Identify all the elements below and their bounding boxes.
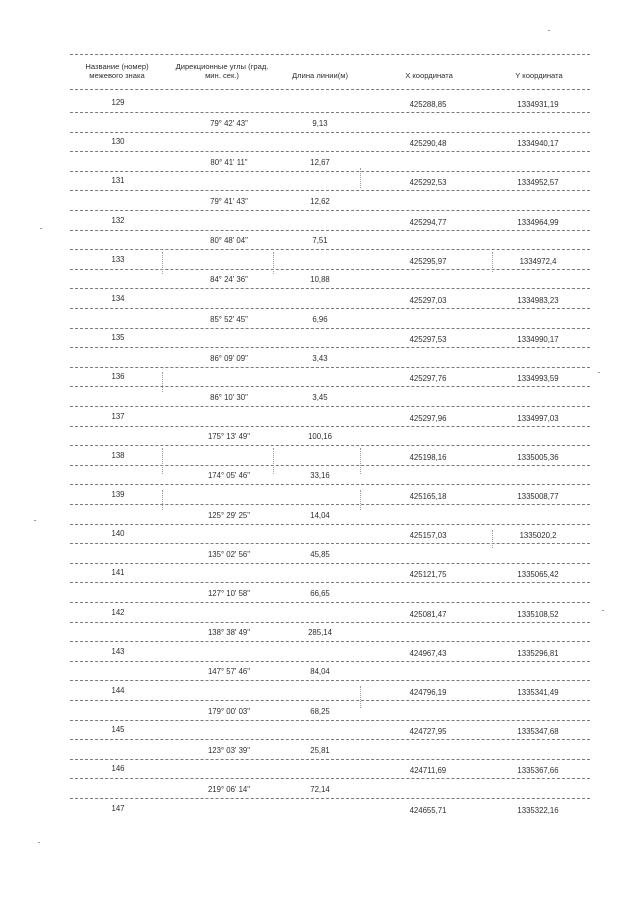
- segment-angle: 147° 57' 46": [207, 667, 251, 677]
- column-separator: [162, 372, 163, 392]
- scan-speck: [40, 228, 42, 229]
- segment-angle: 138° 38' 49": [207, 628, 251, 638]
- point-name: 135: [111, 333, 125, 343]
- point-y-coordinate: 1334997,03: [517, 413, 559, 423]
- point-y-coordinate: 1335065,42: [517, 570, 559, 580]
- segment-length: 6,96: [312, 314, 328, 324]
- point-name: 139: [111, 490, 125, 499]
- point-y-coordinate: 1335322,16: [517, 805, 559, 815]
- segment-angle: 84° 24' 36": [210, 275, 248, 285]
- segment-length: 14,04: [310, 510, 330, 520]
- point-y-coordinate: 1334990,17: [517, 335, 559, 345]
- column-separator: [360, 490, 361, 510]
- row-rule: [70, 347, 590, 348]
- segment-rule: [70, 524, 590, 525]
- segment-length: 84,04: [310, 667, 330, 677]
- column-separator: [492, 252, 493, 272]
- row-rule: [70, 778, 590, 779]
- point-x-coordinate: 424727,95: [409, 727, 447, 737]
- segment-angle: 79° 41' 43": [210, 197, 248, 206]
- scan-speck: [598, 372, 600, 373]
- point-name: 136: [111, 372, 125, 382]
- point-x-coordinate: 425081,47: [409, 609, 447, 619]
- point-name: 143: [111, 646, 125, 656]
- segment-rule: [70, 210, 590, 211]
- point-name: 131: [111, 176, 125, 186]
- header-name-column: Название (номер) межевого знака: [85, 62, 149, 80]
- point-name: 134: [111, 294, 125, 303]
- point-x-coordinate: 425292,53: [409, 178, 447, 188]
- row-rule: [70, 426, 590, 427]
- segment-rule: [70, 680, 590, 681]
- segment-rule: [70, 171, 590, 172]
- segment-angle: 86° 09' 09": [210, 353, 248, 363]
- point-x-coordinate: 425297,76: [409, 374, 447, 384]
- scan-speck: [548, 30, 550, 31]
- point-y-coordinate: 1334993,59: [517, 374, 559, 384]
- segment-length: 3,43: [312, 353, 328, 363]
- point-y-coordinate: 1335020,2: [519, 531, 557, 541]
- point-y-coordinate: 1335341,49: [517, 688, 559, 697]
- point-x-coordinate: 425295,97: [409, 256, 447, 266]
- scan-speck: [34, 520, 36, 521]
- point-name: 129: [111, 98, 125, 107]
- point-name: 137: [111, 411, 125, 421]
- point-x-coordinate: 425165,18: [409, 492, 447, 501]
- header-x-column: Х координата: [405, 71, 453, 80]
- column-separator: [273, 252, 274, 274]
- segment-angle: 80° 41' 11": [210, 157, 248, 167]
- segment-rule: [70, 602, 590, 603]
- segment-rule: [70, 288, 590, 289]
- segment-length: 72,14: [310, 785, 330, 794]
- segment-rule: [70, 367, 590, 368]
- point-x-coordinate: 424655,71: [409, 805, 447, 815]
- row-rule: [70, 112, 590, 113]
- segment-angle: 125° 29' 25": [207, 510, 251, 520]
- point-y-coordinate: 1335005,36: [517, 452, 559, 462]
- point-name: 138: [111, 450, 125, 460]
- point-x-coordinate: 425297,96: [409, 413, 447, 423]
- segment-length: 10,88: [310, 275, 330, 285]
- point-name: 142: [111, 607, 125, 617]
- point-y-coordinate: 1334940,17: [517, 139, 559, 149]
- segment-angle: 86° 10' 30": [210, 393, 248, 402]
- point-x-coordinate: 424967,43: [409, 648, 447, 658]
- segment-angle: 179° 00' 03": [207, 706, 251, 716]
- row-rule: [70, 308, 590, 309]
- row-rule: [70, 543, 590, 544]
- point-y-coordinate: 1334952,57: [517, 178, 559, 188]
- segment-length: 9,13: [312, 118, 328, 128]
- header-top-rule: [70, 54, 590, 55]
- column-separator: [162, 448, 163, 474]
- column-separator: [162, 252, 163, 274]
- segment-length: 7,51: [312, 236, 328, 246]
- row-rule: [70, 700, 590, 701]
- point-y-coordinate: 1335367,66: [517, 766, 559, 776]
- segment-length: 3,45: [312, 393, 328, 402]
- row-rule: [70, 504, 590, 505]
- header-bottom-rule: [70, 89, 590, 90]
- row-rule: [70, 661, 590, 662]
- segment-rule: [70, 249, 590, 250]
- row-rule: [70, 230, 590, 231]
- point-name: 132: [111, 215, 125, 225]
- point-x-coordinate: 425121,75: [409, 570, 447, 580]
- row-rule: [70, 465, 590, 466]
- column-separator: [162, 490, 163, 510]
- column-separator: [360, 686, 361, 708]
- segment-length: 66,65: [310, 589, 330, 598]
- point-x-coordinate: 425297,53: [409, 335, 447, 345]
- point-x-coordinate: 425288,85: [409, 100, 447, 109]
- point-name: 145: [111, 725, 125, 735]
- segment-angle: 127° 10' 58": [207, 589, 251, 598]
- column-separator: [273, 448, 274, 474]
- point-y-coordinate: 1334972,4: [519, 256, 557, 266]
- segment-angle: 174° 05' 46": [207, 471, 251, 481]
- segment-length: 68,25: [310, 706, 330, 716]
- point-y-coordinate: 1334964,99: [517, 217, 559, 227]
- segment-length: 33,16: [310, 471, 330, 481]
- segment-length: 25,81: [310, 745, 330, 755]
- segment-rule: [70, 759, 590, 760]
- segment-rule: [70, 720, 590, 721]
- point-x-coordinate: 425297,03: [409, 296, 447, 305]
- segment-rule: [70, 484, 590, 485]
- segment-length: 285,14: [308, 628, 332, 638]
- segment-angle: 80° 48' 04": [210, 236, 248, 246]
- scan-speck: [38, 842, 40, 843]
- point-name: 140: [111, 529, 125, 539]
- segment-angle: 175° 13' 49": [207, 432, 251, 442]
- point-x-coordinate: 425290,48: [409, 139, 447, 149]
- point-name: 130: [111, 137, 125, 147]
- row-rule: [70, 622, 590, 623]
- point-x-coordinate: 425198,16: [409, 452, 447, 462]
- segment-angle: 85° 52' 45": [210, 314, 248, 324]
- row-rule: [70, 151, 590, 152]
- header-length-column: Длина линии(м): [292, 71, 348, 80]
- row-rule: [70, 582, 590, 583]
- segment-rule: [70, 641, 590, 642]
- segment-rule: [70, 406, 590, 407]
- point-y-coordinate: 1335108,52: [517, 609, 559, 619]
- segment-length: 12,62: [310, 197, 330, 206]
- segment-angle: 123° 03' 39": [207, 745, 251, 755]
- header-y-column: Y координата: [515, 71, 563, 80]
- segment-rule: [70, 563, 590, 564]
- segment-length: 12,67: [310, 157, 330, 167]
- point-x-coordinate: 425157,03: [409, 531, 447, 541]
- point-x-coordinate: 424796,19: [409, 688, 447, 697]
- column-separator: [360, 448, 361, 474]
- segment-angle: 219° 06' 14": [207, 785, 251, 794]
- segment-rule: [70, 328, 590, 329]
- segment-angle: 135° 02' 56": [207, 549, 251, 559]
- point-name: 147: [111, 803, 125, 813]
- point-name: 146: [111, 764, 125, 774]
- point-name: 133: [111, 254, 125, 264]
- segment-length: 100,16: [308, 432, 332, 442]
- point-x-coordinate: 425294,77: [409, 217, 447, 227]
- point-name: 144: [111, 686, 125, 695]
- header-angle-column: Дирекционные углы (град. мин. сек.): [175, 62, 269, 80]
- segment-length: 45,85: [310, 549, 330, 559]
- column-separator: [360, 168, 361, 188]
- row-rule: [70, 269, 590, 270]
- segment-rule: [70, 445, 590, 446]
- point-x-coordinate: 424711,69: [409, 766, 447, 776]
- row-rule: [70, 739, 590, 740]
- column-separator: [492, 530, 493, 548]
- segment-angle: 79° 42' 43": [210, 118, 248, 128]
- segment-rule: [70, 132, 590, 133]
- point-y-coordinate: 1335347,68: [517, 727, 559, 737]
- point-y-coordinate: 1334931,19: [517, 100, 559, 109]
- point-y-coordinate: 1335008,77: [517, 492, 559, 501]
- row-rule: [70, 190, 590, 191]
- point-name: 141: [111, 568, 125, 578]
- segment-rule: [70, 798, 590, 799]
- point-y-coordinate: 1334983,23: [517, 296, 559, 305]
- row-rule: [70, 386, 590, 387]
- point-y-coordinate: 1335296,81: [517, 648, 559, 658]
- scan-speck: [602, 610, 604, 611]
